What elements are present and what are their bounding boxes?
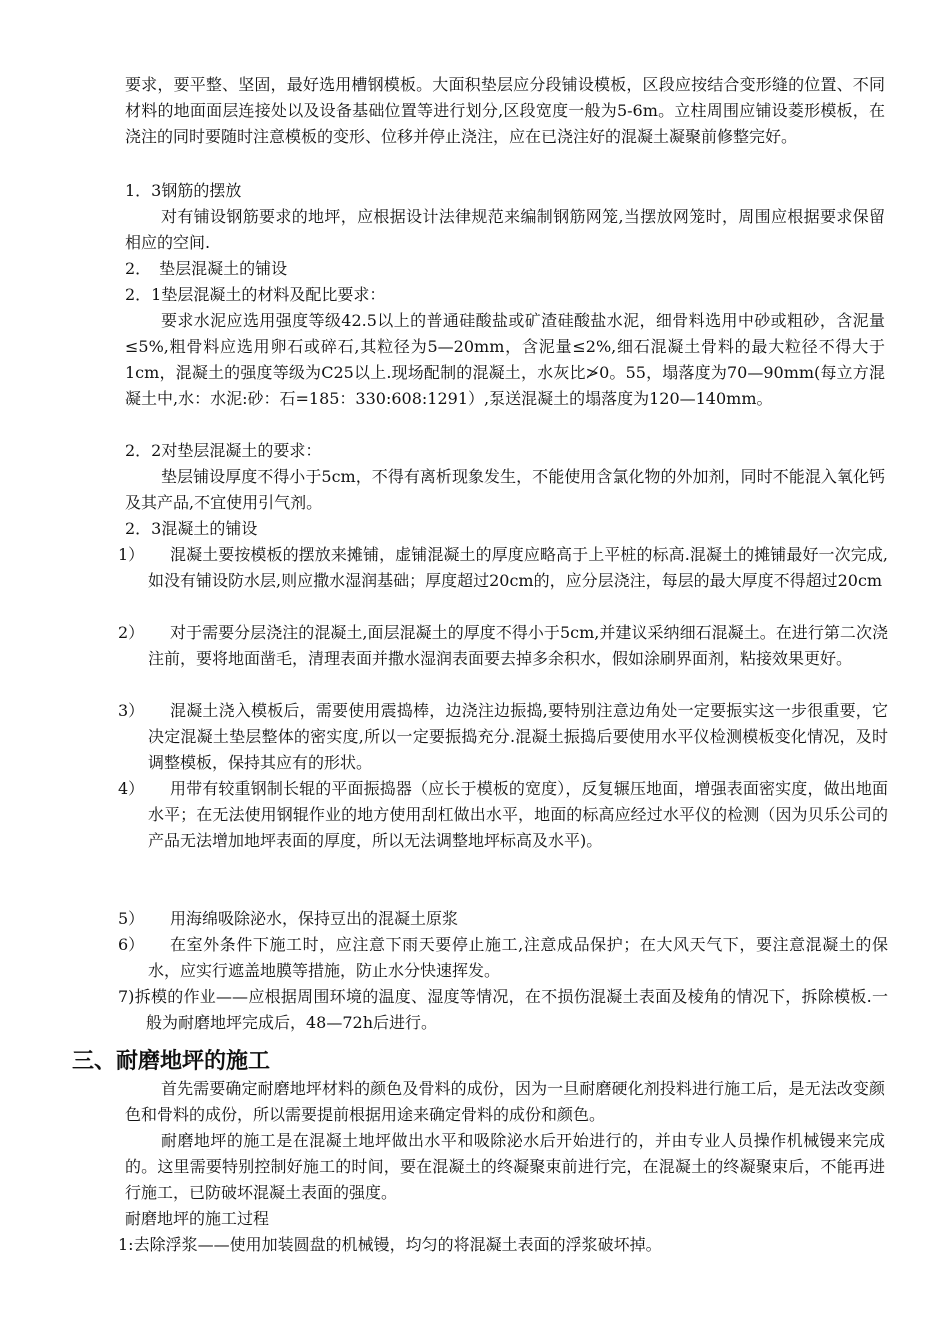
list-item: 7)拆模的作业——应根据周围环境的温度、湿度等情况，在不损伤混凝土表面及棱角的情况下，拆除模板.一般为耐磨地坪完成后，48—72h后进行。 bbox=[118, 987, 888, 1032]
list-item: 1） 混凝土要按模板的摆放来摊铺，虚铺混凝土的厚度应略高于上平桩的标高.混凝土的摊铺最好一次完成,如没有铺设防水层,则应撒水湿润基础；厚度超过20cm的，应分层浇注，每层的最大厚度不得超过20cm bbox=[118, 545, 888, 590]
paragraph-construction-timing: 耐磨地坪的施工是在混凝土地坪做出水平和吸除泌水后开始进行的，并由专业人员操作机械镘来完成的。这里需要特别控制好施工的时间，要在混凝土的终凝聚束前进行完，在混凝土的终凝聚束后，不能再进行施工，已防破坏混凝土表面的强度。 bbox=[125, 1131, 885, 1202]
heading-1-3: 1．3钢筋的摆放 bbox=[125, 181, 242, 200]
paragraph-rebar: 对有铺设钢筋要求的地坪，应根据设计法律规范来编制钢筋网笼,当摆放网笼时，周围应根据要求保留相应的空间. bbox=[125, 207, 885, 252]
heading-process: 耐磨地坪的施工过程 bbox=[125, 1209, 270, 1228]
list-item: 2） 对于需要分层浇注的混凝土,面层混凝土的厚度不得小于5cm,并建议采纳细石混凝土。在进行第二次浇注前，要将地面凿毛，清理表面并撒水湿润表面要去掉多余积水，假如涂刷界面剂，粘接效果更好。 bbox=[118, 623, 888, 668]
heading-2-3: 2．3混凝土的铺设 bbox=[125, 519, 258, 538]
list-item: 3） 混凝土浇入模板后，需要使用震捣棒，边浇注边振捣,要特别注意边角处一定要振实这一步很重要，它决定混凝土垫层整体的密实度,所以一定要振捣充分.混凝土振捣后要使用水平仪检测模板变化情况，及时调整模板，保持其应有的形状。 bbox=[118, 701, 888, 772]
paragraph-requirements: 垫层铺设厚度不得小于5cm，不得有离析现象发生，不能使用含氯化物的外加剂，同时不能混入氧化钙及其产品,不宜使用引气剂。 bbox=[125, 467, 885, 512]
paragraph-color-aggregate: 首先需要确定耐磨地坪材料的颜色及骨料的成份，因为一旦耐磨硬化剂投料进行施工后，是无法改变颜色和骨料的成份，所以需要提前根据用途来确定骨料的成份和颜色。 bbox=[125, 1079, 885, 1124]
heading-2-1: 2．1垫层混凝土的材料及配比要求： bbox=[125, 285, 386, 304]
section-title-wear-resistant-floor: 三、耐磨地坪的施工 bbox=[72, 1049, 271, 1074]
heading-2: 2． 垫层混凝土的铺设 bbox=[125, 259, 288, 278]
list-item: 5） 用海绵吸除泌水，保持豆出的混凝土原浆 bbox=[118, 909, 459, 928]
paragraph-materials: 要求水泥应选用强度等级42.5以上的普通硅酸盐或矿渣硅酸盐水泥，细骨料选用中砂或粗砂，含泥量≤5%,粗骨料应选用卵石或碎石,其粒径为5—20mm，含泥量≤2%,细石混凝土骨料的最大粒径不得大于1cm，混凝土的强度等级为C25以上.现场配制的混凝土，水灰比≯0。55，塌落度为70—90mm(每立方混凝土中,水：水泥:砂：石=185：330:608:1291）,泵送混凝土的塌落度为120—140mm。 bbox=[125, 311, 885, 408]
heading-2-2: 2．2对垫层混凝土的要求： bbox=[125, 441, 322, 460]
list-item: 4） 用带有较重钢制长辊的平面振捣器（应长于模板的宽度），反复辗压地面，增强表面密实度，做出地面水平；在无法使用钢辊作业的地方使用刮杠做出水平，地面的标高应经过水平仪的检测（因为贝乐公司的产品无法增加地坪表面的厚度，所以无法调整地坪标高及水平)。 bbox=[118, 779, 888, 850]
step-remove-laitance: 1:去除浮浆——使用加装圆盘的机械镘，均匀的将混凝土表面的浮浆破坏掉。 bbox=[118, 1235, 662, 1254]
list-item: 6） 在室外条件下施工时，应注意下雨天要停止施工,注意成品保护；在大风天气下，要注意混凝土的保水，应实行遮盖地膜等措施，防止水分快速挥发。 bbox=[118, 935, 888, 980]
paragraph-formwork: 要求，要平整、坚固，最好选用槽钢模板。大面积垫层应分段铺设模板，区段应按结合变形缝的位置、不同材料的地面面层连接处以及设备基础位置等进行划分,区段宽度一般为5-6m。立柱周围应铺设菱形模板，在浇注的同时要随时注意模板的变形、位移并停止浇注，应在已浇注好的混凝土凝聚前修整完好。 bbox=[125, 75, 885, 146]
